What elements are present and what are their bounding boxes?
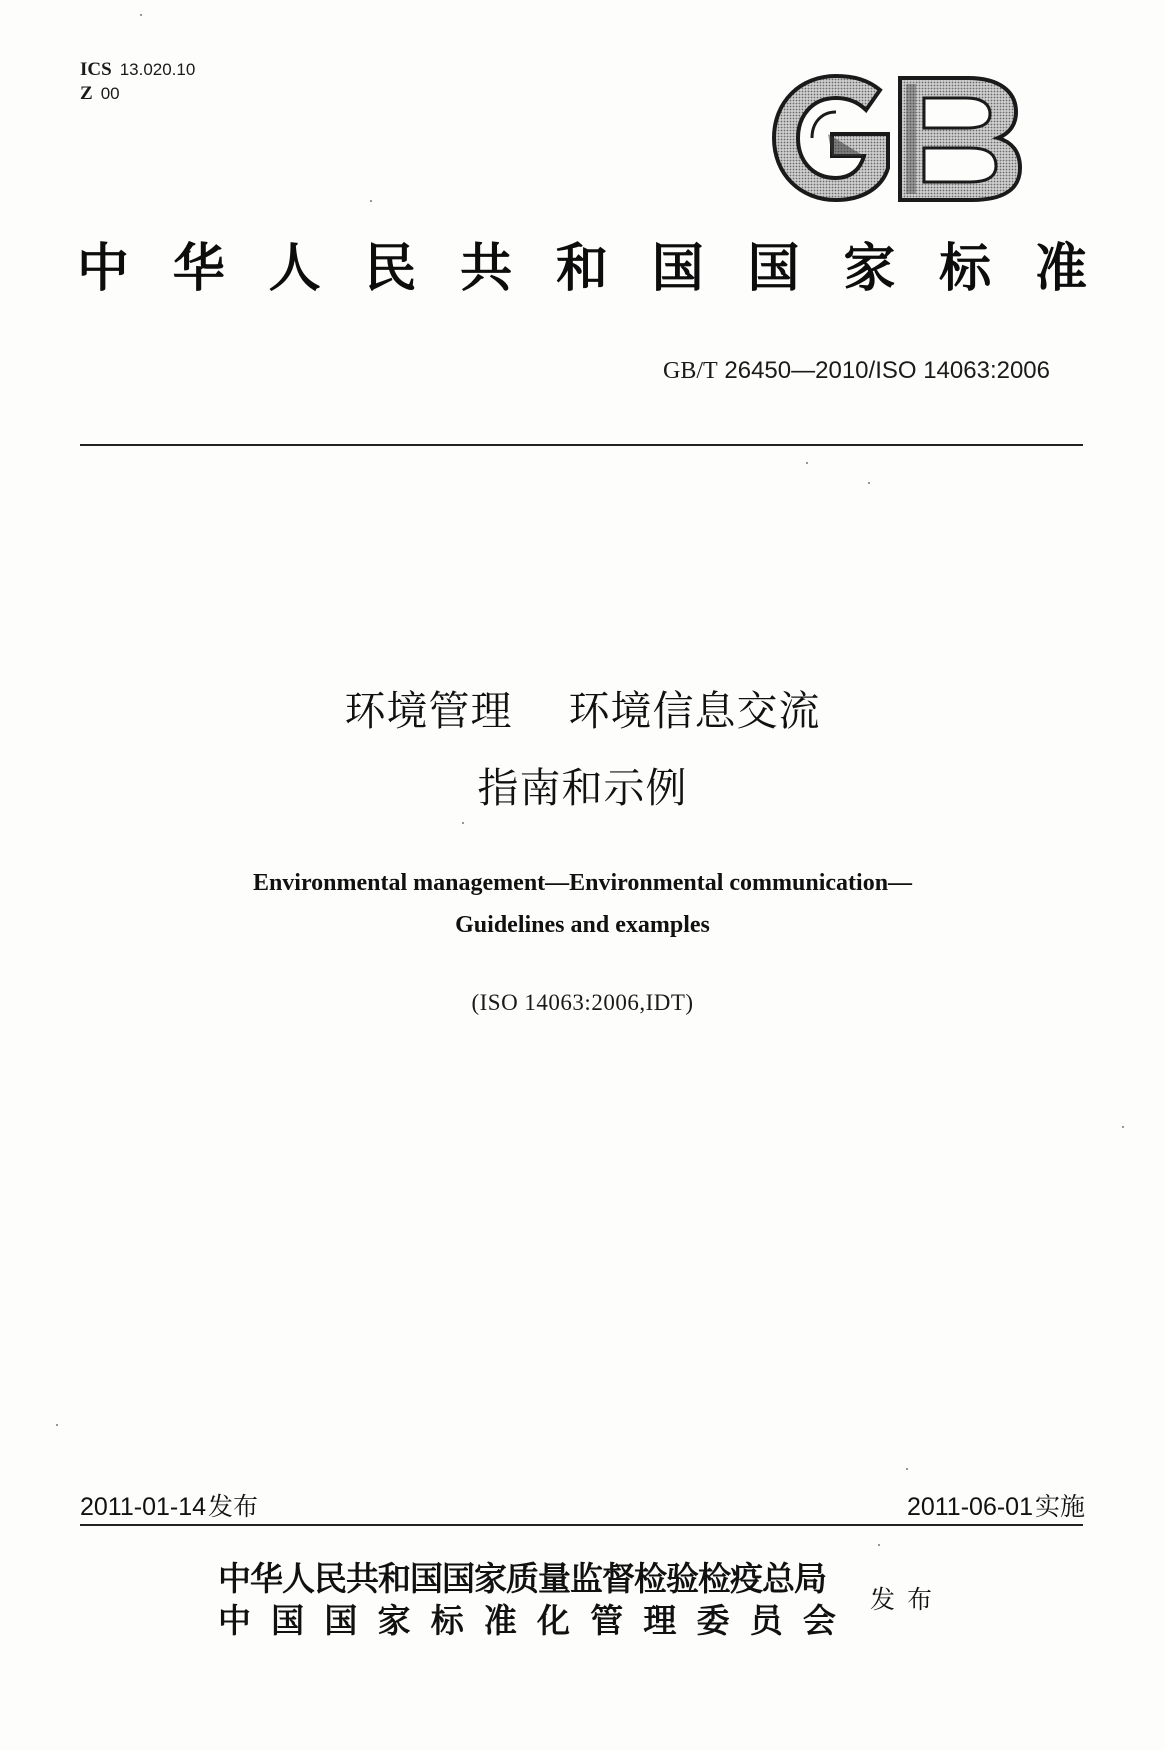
issuer-line1: 中华人民共和国国家质量监督检验检疫总局 [218, 1559, 826, 1598]
gb-logo [768, 72, 1022, 204]
issuer-line2-char: 会 [802, 1601, 836, 1640]
ccs-value: 00 [100, 84, 120, 103]
national-standard-char: 共 [460, 238, 513, 299]
title-cn-line1 [0, 686, 1165, 736]
issuer-line2-char: 委 [696, 1601, 730, 1640]
national-standard-char: 人 [268, 238, 321, 299]
issue-date [80, 1487, 258, 1523]
scan-speck [140, 14, 142, 16]
title-en-line1: Environmental management—Environmental communication— [252, 870, 913, 896]
ccs-code [80, 82, 195, 106]
title-cn-part2: 环境信息交流 [568, 687, 821, 735]
issuer-line2-char: 国 [271, 1601, 305, 1640]
issuer-line2-char: 准 [483, 1601, 517, 1640]
issuer-line2-char: 标 [430, 1601, 464, 1640]
standard-number [663, 357, 1050, 385]
issuer-line2-char: 化 [537, 1601, 571, 1640]
scan-speck [370, 200, 372, 202]
national-standard-char: 华 [172, 238, 225, 299]
adoption-note: (ISO 14063:2006,IDT) [471, 990, 694, 1015]
national-standard-char: 中 [76, 238, 129, 299]
footer-divider [80, 1524, 1083, 1526]
effective-date [907, 1487, 1085, 1523]
header-divider [80, 444, 1083, 446]
scan-speck [806, 462, 808, 464]
national-standard-char: 准 [1034, 238, 1087, 299]
ics-value: 13.020.10 [119, 60, 196, 79]
effective-date-value: 2011-06-01 [906, 1493, 1033, 1521]
issuer-line2 [218, 1600, 836, 1642]
issuer-line2-char: 中 [218, 1601, 251, 1640]
scan-speck [878, 1544, 880, 1546]
scan-speck [462, 822, 464, 824]
issuer-line2-char: 国 [324, 1601, 358, 1640]
national-standard-char: 和 [555, 238, 608, 299]
national-standard-char: 标 [939, 238, 992, 299]
title-en-line2: Guidelines and examples [455, 912, 710, 938]
effective-date-label: 实施 [1034, 1492, 1085, 1521]
scan-speck [56, 1424, 58, 1426]
ics-key: ICS [80, 59, 112, 80]
standard-number-prefix: GB/T [663, 358, 718, 384]
ccs-key: Z [80, 83, 93, 104]
title-cn-part1: 环境管理 [344, 687, 513, 735]
issuer-line2-char: 员 [749, 1601, 783, 1640]
title-cn-line2: 指南和示例 [477, 764, 688, 812]
issuing-authorities [218, 1558, 836, 1642]
classification-codes [80, 58, 195, 106]
national-standard-char: 民 [364, 238, 417, 299]
publish-label: 发布 [870, 1585, 945, 1614]
scan-speck [1122, 1126, 1124, 1128]
ics-code [80, 58, 195, 82]
issuer-line2-char: 理 [643, 1601, 677, 1640]
issuer-line2-char: 家 [377, 1601, 411, 1640]
standard-number-value: 26450—2010/ISO 14063:2006 [724, 357, 1050, 384]
issue-date-label: 发布 [208, 1492, 259, 1521]
issuer-line2-char: 管 [590, 1601, 624, 1640]
scan-speck [906, 1468, 908, 1470]
issue-date-value: 2011-01-14 [80, 1493, 207, 1521]
national-standard-heading [72, 238, 1092, 300]
scan-speck [868, 482, 870, 484]
national-standard-char: 国 [651, 238, 704, 299]
national-standard-char: 国 [747, 238, 800, 299]
national-standard-char: 家 [843, 238, 896, 299]
